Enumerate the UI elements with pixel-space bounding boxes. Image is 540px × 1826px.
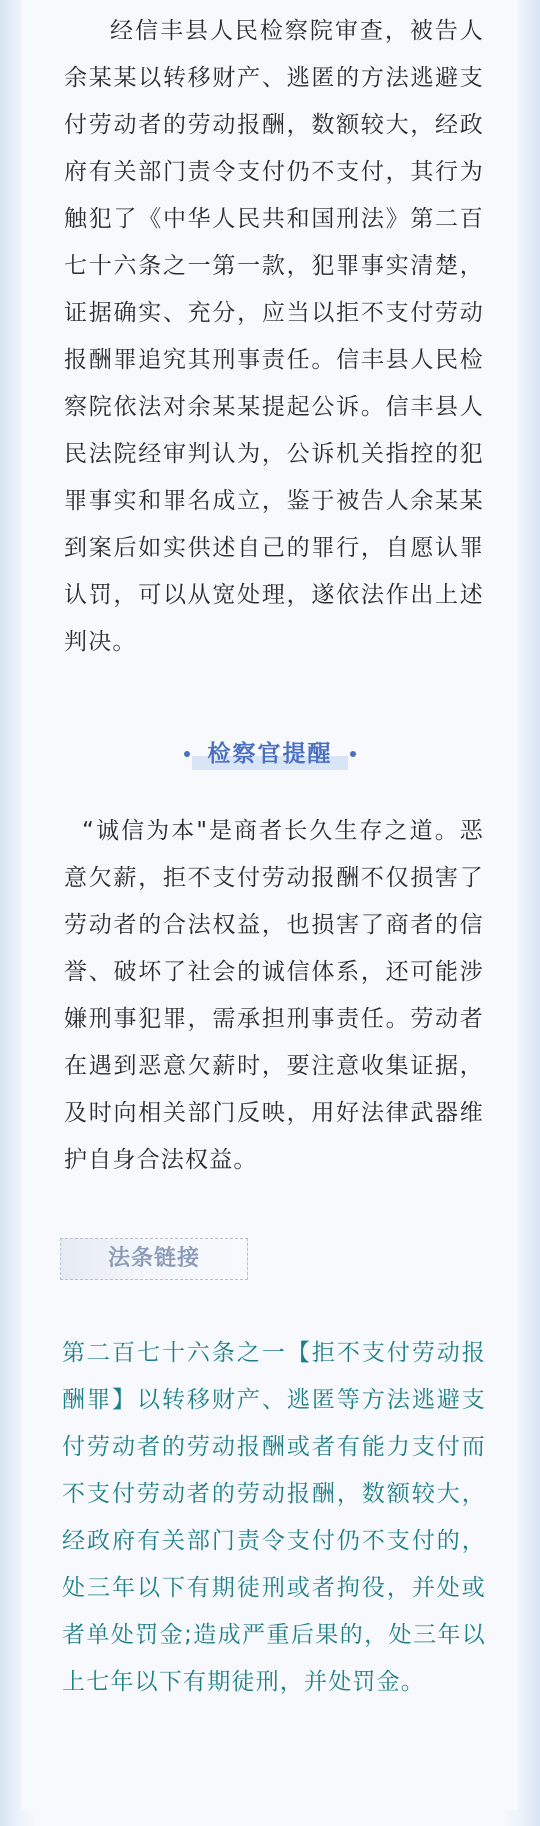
reminder-section-heading xyxy=(180,736,360,776)
verdict-paragraph: 经信丰县人民检察院审查，被告人余某某以转移财产、逃匿的方法逃避支付劳动者的劳动报酬，数额较大，经政府有关部门责令支付仍不支付，其行为触犯了《中华人民共和国刑法》第二百七十六条之一第一款，犯罪事实清楚，证据确实、充分，应当以拒不支付劳动报酬罪追究其刑事责任。信丰县人民检察院依法对余某某提起公诉。信丰县人民法院经审判认为，公诉机关指控的犯罪事实和罪名成立，鉴于被告人余某某到案后如实供述自己的罪行，自愿认罪认罚，可以从宽处理，遂依法作出上述判决。 xyxy=(64,18,484,655)
heading-dot-right xyxy=(350,751,356,757)
law-article-paragraph: 第二百七十六条之一【拒不支付劳动报酬罪】以转移财产、逃匿等方法逃避支付劳动者的劳动报酬或者有能力支付而不支付劳动者的劳动报酬，数额较大，经政府有关部门责令支付仍不支付的，处三年以下有期徒刑或者拘役，并处或者单处罚金;造成严重后果的，处三年以上七年以下有期徒刑，并处罚金。 xyxy=(62,1340,486,1695)
law-link-heading-box xyxy=(60,1238,248,1280)
reminder-paragraph: “诚信为本"是商者长久生存之道。恶意欠薪，拒不支付劳动报酬不仅损害了劳动者的合法权益，也损害了商者的信誉、破坏了社会的诚信体系，还可能涉嫌刑事犯罪，需承担刑事责任。劳动者在遇到恶意欠薪时，要注意收集证据，及时向相关部门反映，用好法律武器维护自身合法权益。 xyxy=(64,818,484,1173)
law-link-heading-text: 法条链接 xyxy=(107,1246,200,1271)
heading-dot-left xyxy=(184,751,190,757)
reminder-heading-text: 检察官提醒 xyxy=(207,741,333,767)
